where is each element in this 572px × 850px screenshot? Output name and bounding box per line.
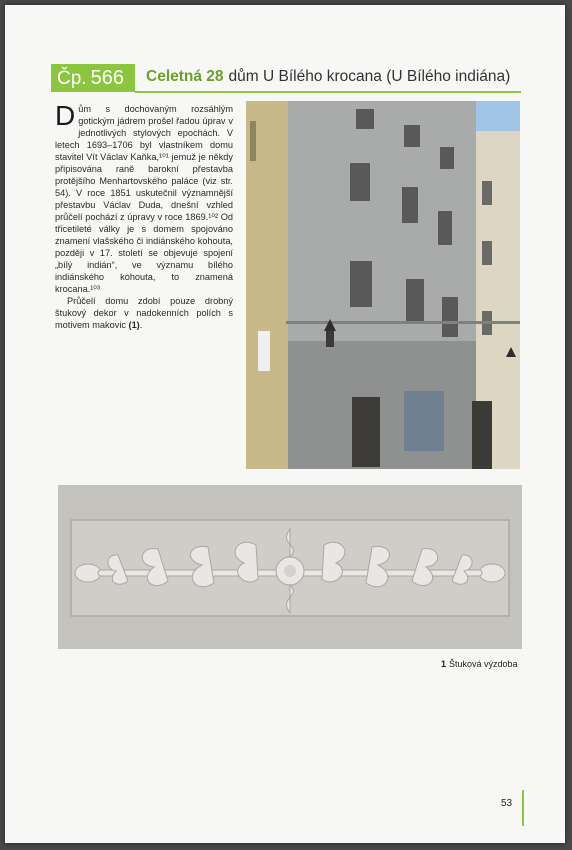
paragraph-2-end: . bbox=[139, 320, 143, 330]
house-name: dům U Bílého krocana (U Bílého indiána) bbox=[228, 68, 511, 85]
cp-prefix: Čp. bbox=[57, 68, 87, 89]
paragraph-2 bbox=[55, 295, 233, 331]
page-title bbox=[146, 68, 510, 86]
stucco-decoration-photo bbox=[58, 485, 522, 649]
body-text bbox=[55, 100, 233, 331]
page-number: 53 bbox=[501, 798, 513, 809]
caption-text: Štuková výzdoba bbox=[449, 659, 518, 669]
dropcap: D bbox=[55, 100, 76, 131]
street-address: Celetná 28 bbox=[146, 68, 224, 85]
paragraph-1 bbox=[55, 100, 233, 295]
figure-caption bbox=[441, 659, 518, 669]
page-header bbox=[51, 64, 521, 94]
paragraph-2-text: Průčelí domu zdobí pouze drobný štukový dekor v nadokenních polích s motivem makovic bbox=[55, 296, 233, 330]
caption-number: 1 bbox=[441, 659, 447, 669]
figure-reference: (1) bbox=[128, 320, 140, 330]
cp-number: 566 bbox=[90, 67, 124, 89]
page-number-rule bbox=[522, 790, 524, 826]
facade-photo bbox=[246, 101, 520, 469]
house-number-badge bbox=[51, 64, 135, 92]
paragraph-1-text: ům s dochovaným rozsáhlým gotickým jádrem prošel řadou úprav v jednotlivých stylových epochách. V letech 1693–1706 byl vlastníkem domu stavitel Vít Václav Kaňka,¹⁰¹ jemuž je někdy připisována raně barokní přestavba protějšího Menhartovského paláce (viz str. 54). V roce 1851 uskutečnil významnější přestavbu Václav Duda, dnešní vzhled průčelí pochází z úpravy v roce 1869.¹⁰² Od třicetileté války je s domem spojováno znamení vlašského či indiánského kohouta, později v 17. století se objevuje spojení „bílý indián“, ve významu bílého indiánského kohouta, to znamená krocana.¹⁰³ bbox=[55, 104, 233, 294]
header-rule bbox=[135, 91, 521, 93]
book-page bbox=[5, 5, 565, 843]
